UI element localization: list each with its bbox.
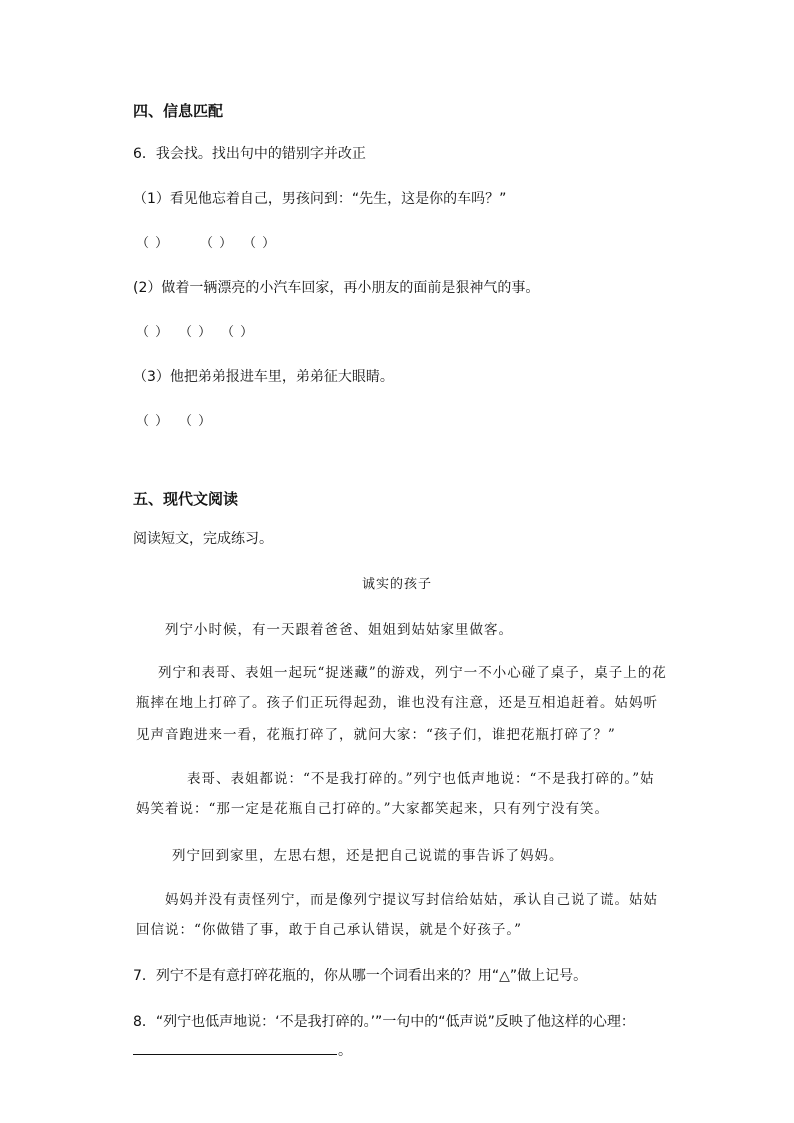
passage-paragraph-4: 列宁回到家里，左思右想，还是把自己说谎的事告诉了妈妈。 — [172, 848, 564, 864]
passage-paragraph-1: 列宁小时候，有一天跟着爸爸、姐姐到姑姑家里做客。 — [165, 622, 513, 638]
answer-blank[interactable]: （ ） — [136, 414, 170, 429]
answer-blank[interactable]: （ ） — [179, 325, 213, 340]
question-6-item-3: （3）他把弟弟报进车里，弟弟征大眼睛。 — [133, 369, 394, 385]
answer-blank[interactable]: （ ） — [136, 325, 170, 340]
passage-paragraph-3-line-2: 妈笑着说：“那一定是花瓶自己打碎的。”大家都笑起来，只有列宁没有笑。 — [136, 801, 610, 817]
answer-blank[interactable]: （ ） — [221, 325, 255, 340]
passage-paragraph-5-line-2: 回信说：“你做错了事，敢于自己承认错误，就是个好孩子。” — [136, 922, 523, 938]
answer-blank[interactable]: （ ） — [136, 236, 170, 251]
passage-paragraph-2-line-2: 瓶摔在地上打碎了。孩子们正玩得起劲，谁也没有注意，还是互相追赶着。姑妈听 — [136, 695, 658, 711]
passage-title: 诚实的孩子 — [362, 577, 433, 592]
passage-paragraph-3-line-1: 表哥、表姐都说：“不是我打碎的。”列宁也低声地说：“不是我打碎的。”姑 — [187, 771, 655, 787]
section-4-heading: 四、信息匹配 — [133, 102, 224, 120]
answer-line[interactable] — [133, 1054, 337, 1055]
question-8-period: 。 — [338, 1043, 352, 1059]
question-8: 8．“列宁也低声地说：‘不是我打碎的。’”一句中的“低声说”反映了他这样的心理： — [133, 1014, 635, 1030]
answer-blank[interactable]: （ ） — [243, 236, 277, 251]
question-7: 7．列宁不是有意打碎花瓶的，你从哪一个词看出来的？用“△”做上记号。 — [133, 968, 588, 984]
passage-paragraph-5-line-1: 妈妈并没有责怪列宁，而是像列宁提议写封信给姑姑，承认自己说了谎。姑姑 — [165, 892, 658, 908]
question-6-item-1: （1）看见他忘着自己，男孩问到：“先生，这是你的车吗？” — [133, 191, 507, 207]
question-6-item-2: (2）做着一辆漂亮的小汽车回家，再小朋友的面前是狠神气的事。 — [133, 280, 540, 296]
passage-paragraph-2-line-1: 列宁和表哥、表姐一起玩“捉迷藏”的游戏，列宁一不小心碰了桌子，桌子上的花 — [158, 665, 667, 681]
reading-instruction: 阅读短文，完成练习。 — [133, 531, 273, 547]
answer-blank[interactable]: （ ） — [200, 236, 234, 251]
section-5-heading: 五、现代文阅读 — [133, 490, 239, 508]
passage-paragraph-2-line-3: 见声音跑进来一看，花瓶打碎了，就问大家：“孩子们，谁把花瓶打碎了？” — [136, 727, 616, 743]
question-6: 6．我会找。找出句中的错别字并改正 — [133, 146, 366, 162]
answer-blank[interactable]: （ ） — [179, 414, 213, 429]
